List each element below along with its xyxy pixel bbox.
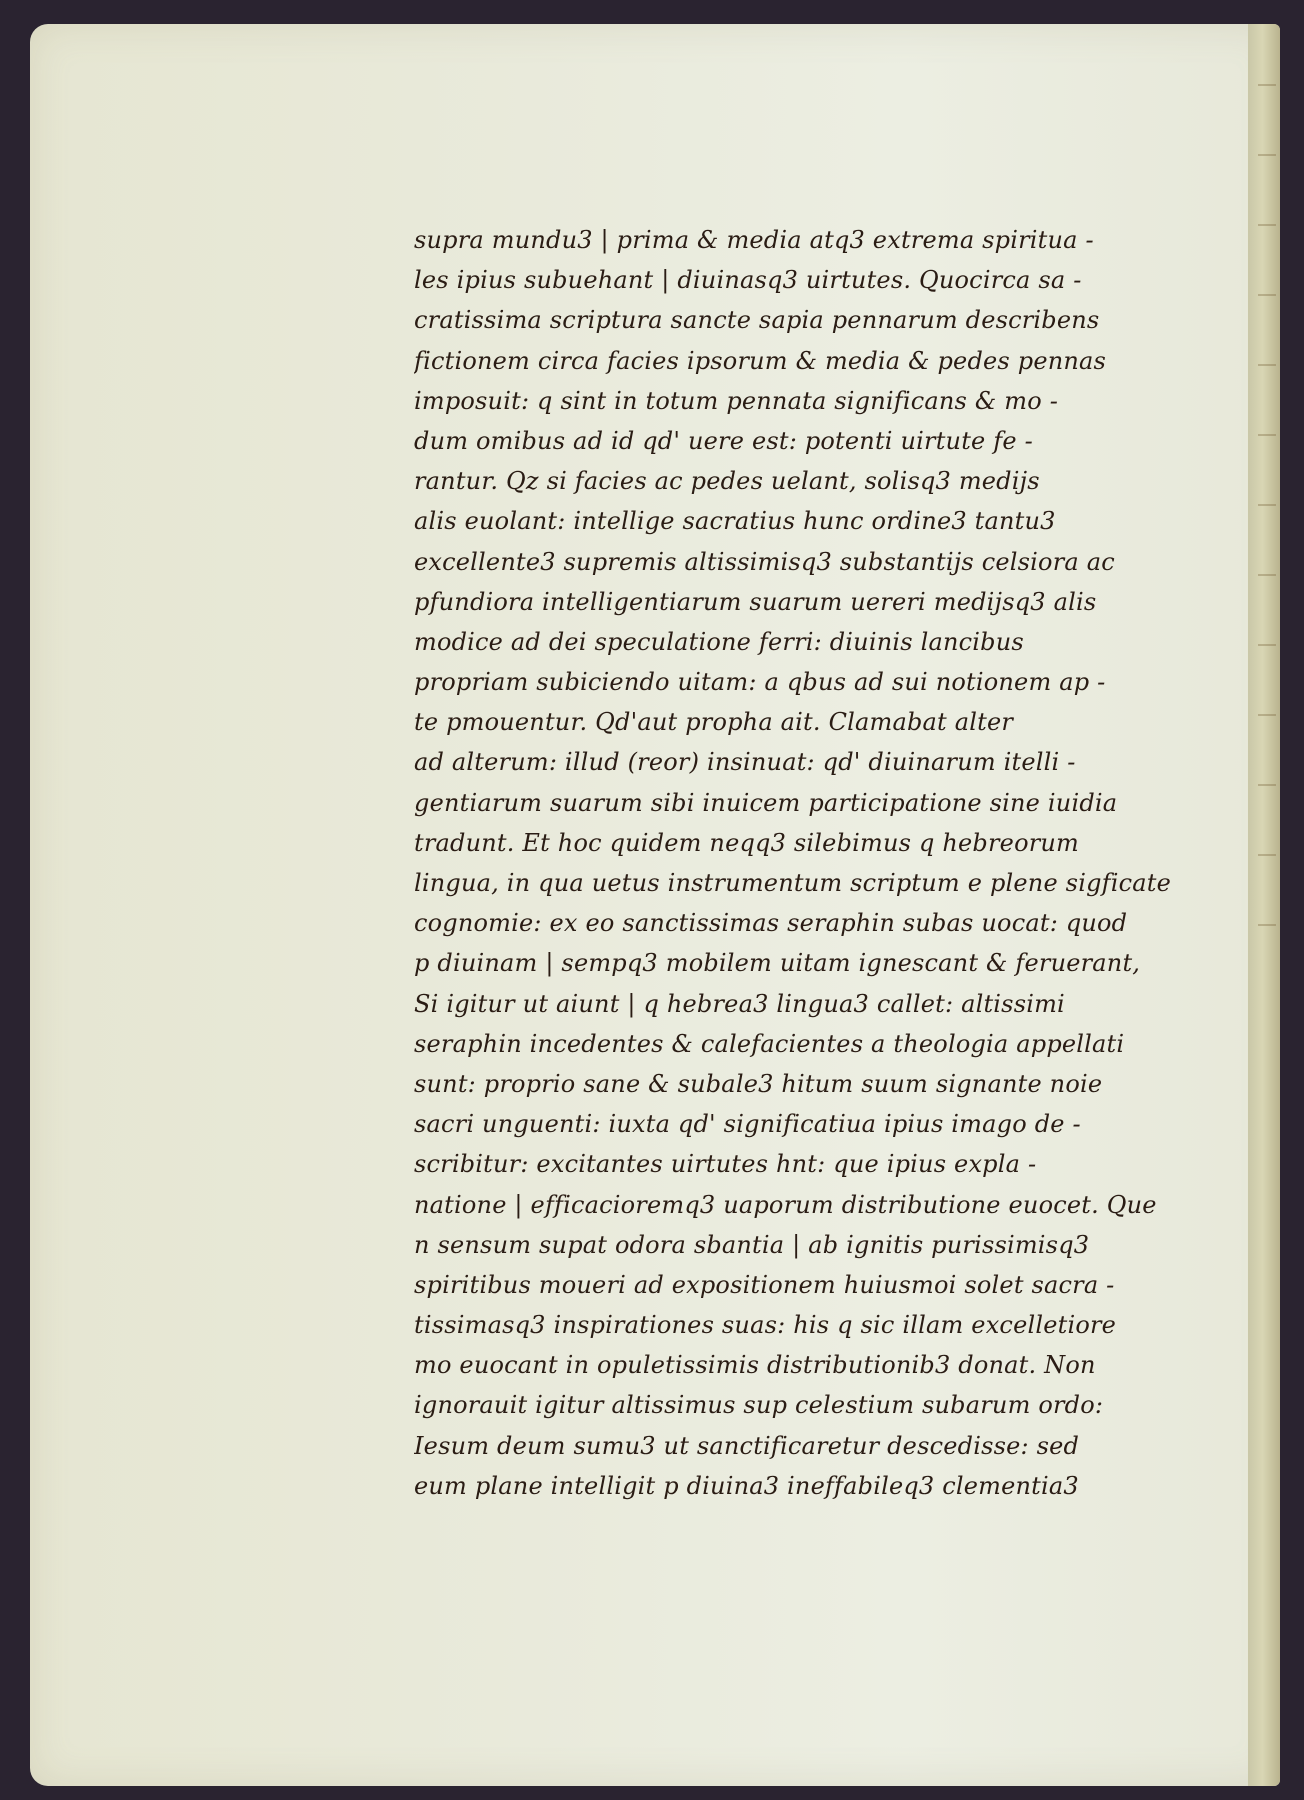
manuscript-line: sunt: proprio sane & subale3 hitum suum signante noie <box>414 1069 1103 1098</box>
manuscript-line: eum plane intelligit p diuina3 ineffabileq3 clementia3 <box>414 1471 1079 1500</box>
manuscript-line: p diuinam | sempq3 mobilem uitam ignescant & feruerant, <box>414 949 1141 978</box>
manuscript-line: n sensum supat odora sbantia | ab ignitis purissimisq3 <box>414 1230 1090 1259</box>
manuscript-line: spiritibus moueri ad expositionem huiusmoi solet sacra - <box>414 1270 1115 1299</box>
manuscript-line: scribitur: excitantes uirtutes hnt: que ipius expla - <box>414 1150 1037 1179</box>
manuscript-line: ad alterum: illud (reor) insinuat: qd' diuinarum itelli - <box>414 748 1076 777</box>
manuscript-line: excellente3 supremis altissimisq3 substantijs celsiora ac <box>414 547 1115 576</box>
manuscript-line: cratissima scriptura sancte sapia pennarum describens <box>414 306 1100 335</box>
manuscript-line: pfundiora intelligentiarum suarum uereri medijsq3 alis <box>414 587 1097 616</box>
manuscript-line: supra mundu3 | prima & media atq3 extrema spiritua - <box>414 226 1094 254</box>
manuscript-line: gentiarum suarum sibi inuicem participatione sine iuidia <box>414 788 1118 817</box>
manuscript-line: propriam subiciendo uitam: a qbus ad sui notionem ap - <box>414 668 1106 697</box>
spine-texture <box>1258 84 1276 984</box>
manuscript-line: natione | efficacioremq3 uaporum distributione euocet. Que <box>414 1190 1157 1219</box>
manuscript-line: Iesum deum sumu3 ut sanctificaretur descedisse: sed <box>414 1431 1080 1460</box>
manuscript-line: mo euocant in opuletissimis distributionib3 donat. Non <box>414 1351 1096 1380</box>
manuscript-line: tradunt. Et hoc quidem neqq3 silebimus q hebreorum <box>414 828 1080 857</box>
manuscript-line: te pmouentur. Qd'aut propha ait. Clamabat alter <box>414 708 1014 737</box>
manuscript-line: les ipius subuehant | diuinasq3 uirtutes. Quocirca sa - <box>414 266 1082 295</box>
page-spine-edge <box>1248 24 1280 1786</box>
manuscript-line: sacri unguenti: iuxta qd' significatiua ipius imago de - <box>414 1110 1081 1139</box>
manuscript-line: lingua, in qua uetus instrumentum scriptum e plene sigficate <box>414 869 1171 897</box>
manuscript-line: modice ad dei speculatione ferri: diuinis lancibus <box>414 627 1024 656</box>
manuscript-line: ignorauit igitur altissimus sup celestium subarum ordo: <box>414 1391 1104 1420</box>
manuscript-line: cognomie: ex eo sanctissimas seraphin subas uocat: quod <box>414 909 1128 938</box>
manuscript-line: seraphin incedentes & calefacientes a theologia appellati <box>414 1029 1125 1058</box>
manuscript-line: alis euolant: intellige sacratius hunc ordine3 tantu3 <box>414 507 1056 536</box>
manuscript-line: dum omibus ad id qd' uere est: potenti uirtute fe - <box>414 426 1033 455</box>
manuscript-page <box>30 24 1280 1786</box>
manuscript-line: fictionem circa facies ipsorum & media & pedes pennas <box>414 346 1107 375</box>
manuscript-line: imposuit: q sint in totum pennata significans & mo - <box>414 386 1059 415</box>
manuscript-line: tissimasq3 inspirationes suas: his q sic illam excelletiore <box>414 1311 1117 1340</box>
manuscript-line: rantur. Qz si facies ac pedes uelant, solisq3 medijs <box>414 467 1040 496</box>
manuscript-text-block <box>414 220 1204 1506</box>
manuscript-line: Si igitur ut aiunt | q hebrea3 lingua3 callet: altissimi <box>414 989 1065 1018</box>
